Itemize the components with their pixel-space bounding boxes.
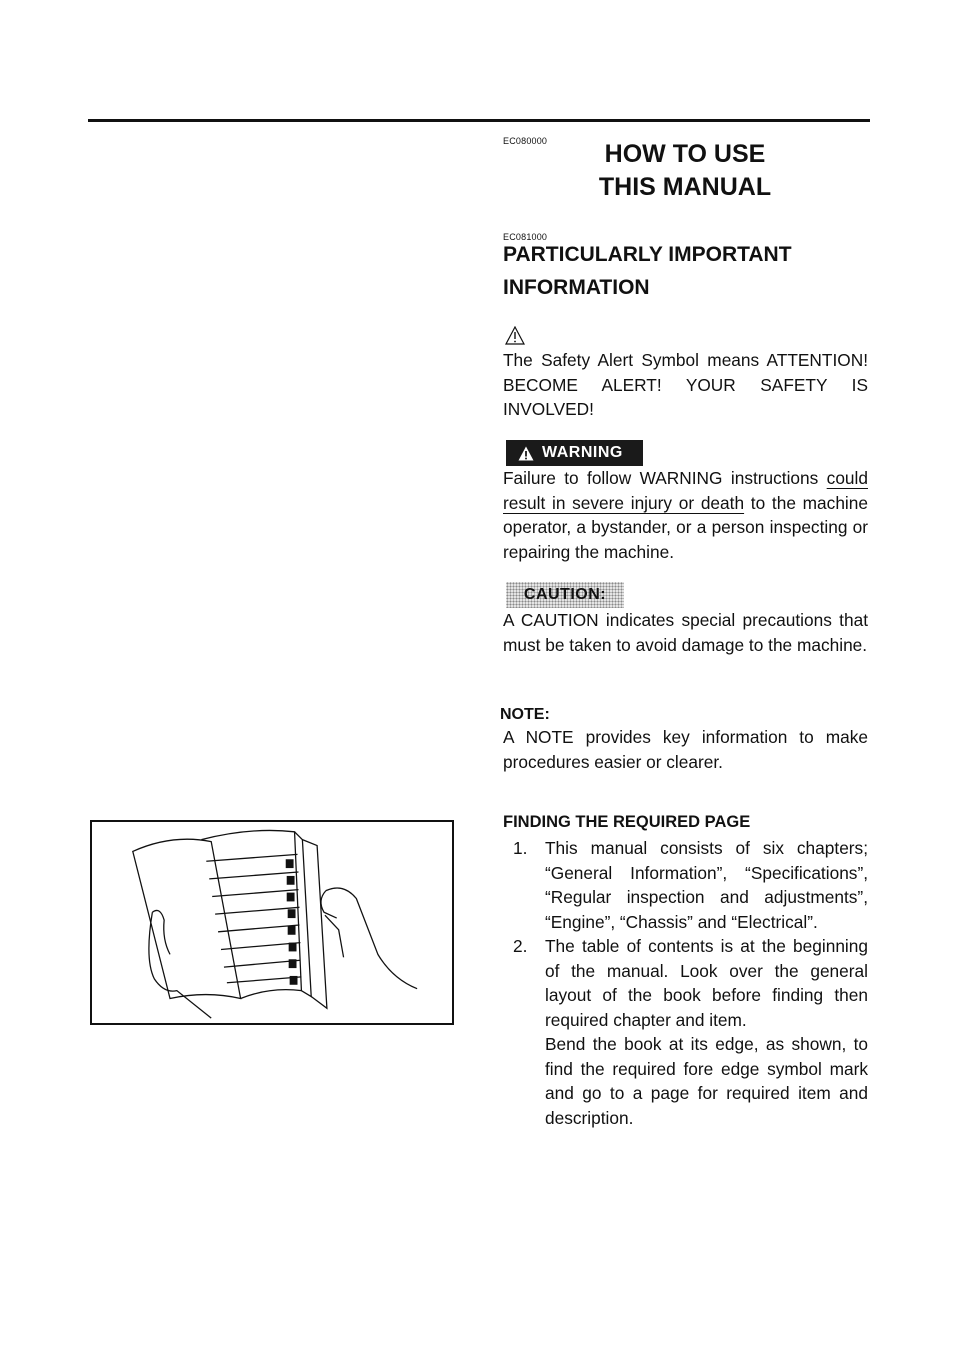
step-text: The table of contents is at the beginning of the manual. Look over the general layout of the book before finding then required chapter and item. [545, 936, 868, 1030]
step-text: This manual consists of six chapters; “General Information”, “Specifications”, “Regular inspection and adjustments”, “Engine”, “Chassis” and “Electrical”. [545, 838, 868, 932]
safety-alert-text: The Safety Alert Symbol means ATTENTION! BECOME ALERT! YOUR SAFETY IS INVOLVED! [503, 350, 868, 419]
warning-badge-label: WARNING [542, 444, 623, 461]
caution-text: A CAUTION indicates special precautions that must be taken to avoid damage to the machine. [503, 610, 868, 655]
list-item [503, 836, 868, 934]
warning-triangle-filled-icon [518, 446, 534, 461]
list-item [503, 934, 868, 1130]
warning-text [503, 466, 868, 564]
note-label: NOTE: [500, 706, 550, 723]
hands-bending-book-icon [92, 822, 452, 1023]
important-heading-line2: INFORMATION [503, 276, 650, 299]
step-text-continued: Bend the book at its edge, as shown, to find the required fore edge symbol mark and go to a page for required item and description. [545, 1034, 868, 1128]
important-heading [503, 238, 863, 304]
important-heading-line1: PARTICULARLY IMPORTANT [503, 243, 792, 266]
warning-badge [506, 440, 643, 466]
note-text: A NOTE provides key information to make procedures easier or clearer. [503, 727, 868, 772]
page-title [500, 138, 870, 204]
finding-steps [503, 836, 868, 1130]
warning-triangle-outline-icon [505, 326, 525, 345]
caution-badge: CAUTION: [506, 582, 624, 608]
book-illustration [90, 820, 454, 1025]
page-title-line1: HOW TO USE [604, 140, 766, 168]
warning-text-end: to the machine operator, a bystander, or a person inspecting or repairing the machine. [503, 492, 868, 562]
warning-text-start: Failure to follow WARNING instructions [503, 468, 827, 488]
chapter-tabs [286, 859, 298, 985]
step-number: 1. [513, 838, 528, 858]
page-title-line2: THIS MANUAL [598, 173, 772, 201]
finding-heading: FINDING THE REQUIRED PAGE [503, 813, 751, 831]
warning-text-emphasis: could result in severe injury or death [503, 468, 868, 513]
step-number: 2. [513, 936, 528, 956]
section-code: EC080000 [503, 136, 548, 146]
subsection-code: EC081000 [503, 232, 548, 242]
top-rule [88, 119, 870, 122]
